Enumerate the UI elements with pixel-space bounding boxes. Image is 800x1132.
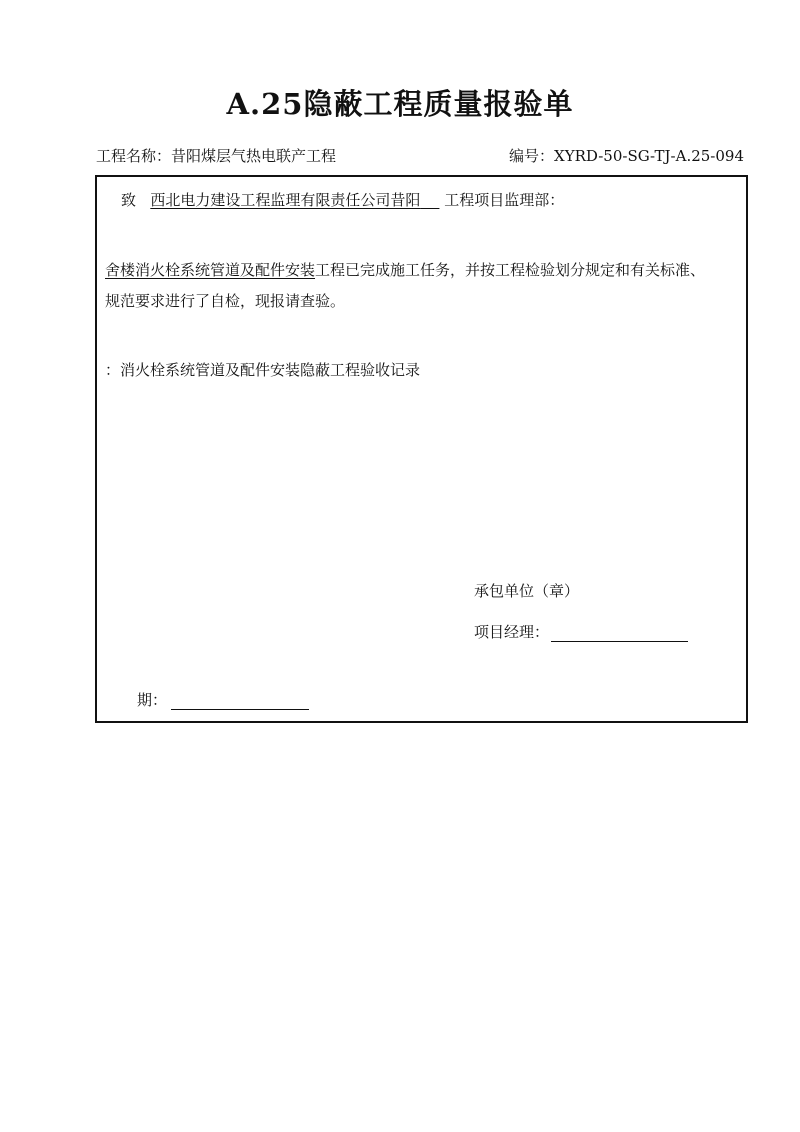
- date-field[interactable]: [171, 693, 309, 710]
- body-line-1: [105, 259, 705, 280]
- project-manager-signature-field[interactable]: [551, 625, 688, 642]
- document-number-row: [509, 145, 744, 166]
- project-manager-row: [474, 621, 688, 642]
- project-name-label: 工程名称：: [96, 147, 172, 165]
- attachment-line: ：消火栓系统管道及配件安装隐蔽工程验收记录: [105, 361, 421, 379]
- document-number-value: XYRD-50-SG-TJ-A.25-094: [554, 147, 744, 165]
- work-subject: 舍楼消火栓系统管道及配件安装: [105, 261, 316, 279]
- addressee-prefix: 致: [121, 191, 137, 209]
- project-manager-label: 项目经理：: [474, 623, 550, 641]
- inspection-form: [95, 175, 748, 723]
- addressee-suffix: 工程项目监理部：: [444, 191, 565, 209]
- body-text: 工程已完成施工任务，并按工程检验划分规定和有关标准、: [315, 261, 706, 279]
- document-number-label: 编号：: [509, 147, 555, 165]
- project-name-row: [96, 145, 336, 166]
- body-line-2: 规范要求进行了自检，现报请查验。: [105, 292, 346, 310]
- contractor-seal-label: 承包单位（章）: [474, 582, 580, 600]
- addressee-org: 西北电力建设工程监理有限责任公司昔阳: [150, 191, 421, 209]
- project-name-value: 昔阳煤层气热电联产工程: [171, 147, 337, 165]
- date-row: [137, 689, 309, 710]
- page-title: A.25隐蔽工程质量报验单: [226, 87, 574, 121]
- date-label: 期：: [137, 691, 168, 709]
- addressee-line: [121, 189, 564, 210]
